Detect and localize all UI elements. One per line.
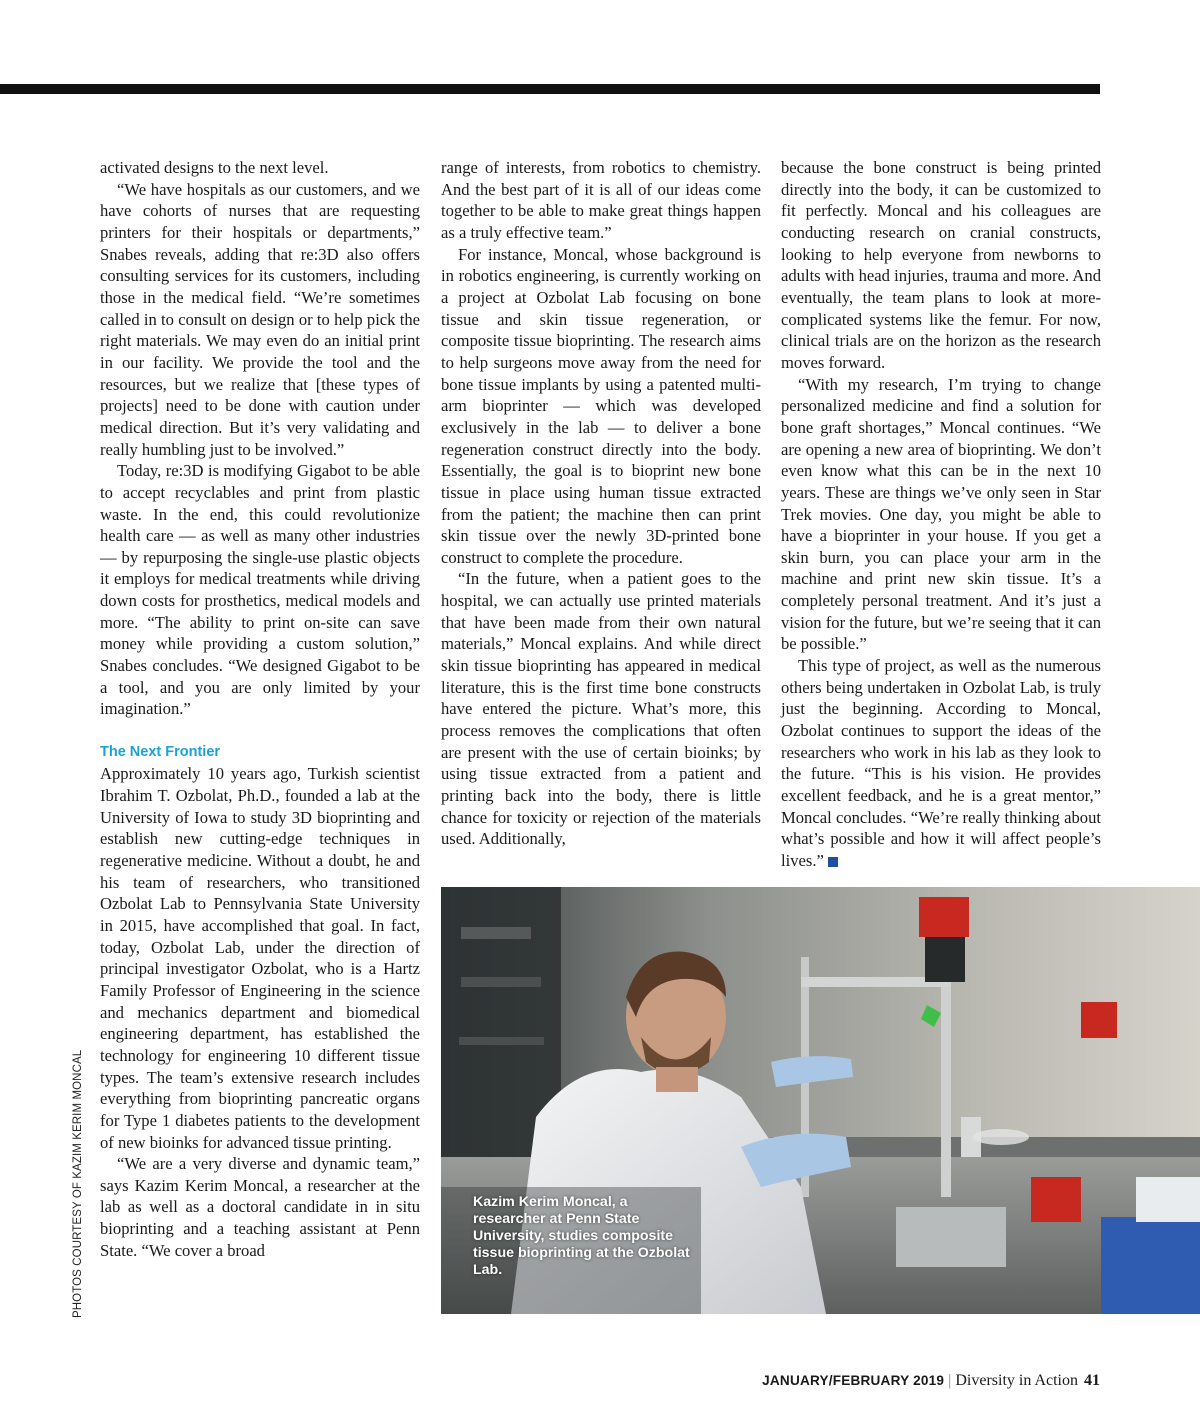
article-paragraph: range of interests, from robotics to chemistry. And the best part of it is all of our ideas come together to be able to make great things happen as a truly effective team.” xyxy=(441,158,761,242)
issue-date: JANUARY/FEBRUARY 2019 xyxy=(762,1373,945,1388)
article-paragraph: because the bone construct is being printed directly into the body, it can be customized to fit perfectly. Moncal and his colleagues are conducting research on cranial constructs, looking to help everyone from newborns to adults with head injuries, trauma and more. And eventually, the team plans to look at more-complicated systems like the femur. For now, clinical trials are on the horizon as the research moves forward. xyxy=(781,158,1101,372)
article-paragraph: “We have hospitals as our customers, and we have cohorts of nurses that are requesting printers for their hospitals or departments,” Snabes reveals, adding that re:3D also offers consulting services for its customers, including those in the medical field. “We’re sometimes called in to consult on design or to help pick the right materials. We may even do an initial print in our facility. We provide the tool and the resources, but we realize that [these types of projects] need to be done with caution under medical direction. But it’s very validating and really humbling just to be involved.” xyxy=(100,179,420,459)
top-rule xyxy=(0,84,1100,94)
magazine-name: Diversity in Action xyxy=(955,1372,1078,1389)
article-paragraph: This type of project, as well as the numerous others being undertaken in Ozbolat Lab, is truly just the beginning. According to Moncal, Ozbolat continues to support the ideas of the researchers who work in his lab as they look to the future. “This is his vision. He provides excellent feedback, and he is a great mentor,” Moncal concludes. “We’re really thinking about what’s possible and how it will affect people’s lives.” xyxy=(781,656,1101,870)
column-2 xyxy=(441,157,761,850)
page-number: 41 xyxy=(1084,1372,1100,1389)
column-3 xyxy=(781,157,1101,872)
section-heading: The Next Frontier xyxy=(100,743,221,760)
article-paragraph: “We are a very diverse and dynamic team,” says Kazim Kerim Moncal, a researcher at the lab as well as a doctoral candidate in in situ bioprinting and a teaching assistant at Penn State. “We cover a broad xyxy=(100,1154,420,1260)
column-1 xyxy=(100,157,420,1261)
footer-separator: | xyxy=(948,1372,952,1389)
article-paragraph: activated designs to the next level. xyxy=(100,158,329,177)
article-paragraph: Today, re:3D is modifying Gigabot to be able to accept recyclables and print from plastic waste. In the end, this could revolutionize health care — as well as many other industries — by repurposing the single-use plastic objects it employs for medical treatments while driving down costs for prosthetics, medical models and more. “The ability to print on-site can save money while providing a custom solution,” Snabes concludes. “We designed Gigabot to be a tool, and you are only limited by your imagination.” xyxy=(100,461,420,719)
article-paragraph: Approximately 10 years ago, Turkish scientist Ibrahim T. Ozbolat, Ph.D., founded a lab at the University of Iowa to study 3D bioprinting and establish new cutting-edge techniques in regenerative medicine. Without a doubt, he and his team of researchers, who transitioned Ozbolat Lab to Pennsylvania State University in 2015, have accomplished that goal. In fact, today, Ozbolat Lab, under the direction of principal investigator Ozbolat, who is a Hartz Family Professor of Engineering in the science and mechanics department and biomedical engineering department, has established the technology for engineering 10 different tissue types. The team’s extensive research includes everything from bioprinting pancreatic organs for Type 1 diabetes patients to the development of new bioinks for advanced tissue printing. xyxy=(100,764,420,1152)
photo-caption: Kazim Kerim Moncal, a researcher at Penn State University, studies composite tissue bioprinting at the Ozbolat Lab. xyxy=(473,1194,690,1278)
article-paragraph: For instance, Moncal, whose background is in robotics engineering, is currently working on a project at Ozbolat Lab focusing on bone tissue and skin tissue regeneration, or composite tissue bioprinting. The research aims to help surgeons move away from the need for bone tissue implants by using a patented multi-arm bioprinter — which was developed exclusively in the lab — to deliver a bone regeneration construct directly into the body. Essentially, the goal is to bioprint new bone tissue in place using human tissue extracted from the patient; the machine then can print skin tissue over the newly 3D-printed bone construct to complete the procedure. xyxy=(441,244,761,567)
article-paragraph: “In the future, when a patient goes to the hospital, we can actually use printed materials that have been made from their own natural materials,” Moncal explains. And while direct skin tissue bioprinting has appeared in medical literature, this is the first time bone constructs have entered the picture. What’s more, this process removes the complications that often are present with the use of certain bioinks; by using tissue extracted from a patient and printing back into the body, there is little chance for toxicity or rejection of the materials used. Additionally, xyxy=(441,569,761,849)
page-footer xyxy=(762,1372,1100,1390)
article-paragraph: “With my research, I’m trying to change personalized medicine and find a solution for bone graft shortages,” Moncal continues. “We are opening a new area of bioprinting. We don’t even know what this can be in the next 10 years. These are things we’ve only seen in Star Trek movies. One day, you might be able to have a bioprinter in your house. If you get a skin burn, you can place your arm in the machine and print new skin tissue. It’s a completely personal treatment. And it’s just a vision for the future, but we’re seeing that it can be possible.” xyxy=(781,374,1101,654)
lab-photo xyxy=(441,887,1200,1314)
end-of-article-square-icon xyxy=(828,857,838,867)
photo-credit: PHOTOS COURTESY OF KAZIM KERIM MONCAL xyxy=(72,1049,84,1318)
